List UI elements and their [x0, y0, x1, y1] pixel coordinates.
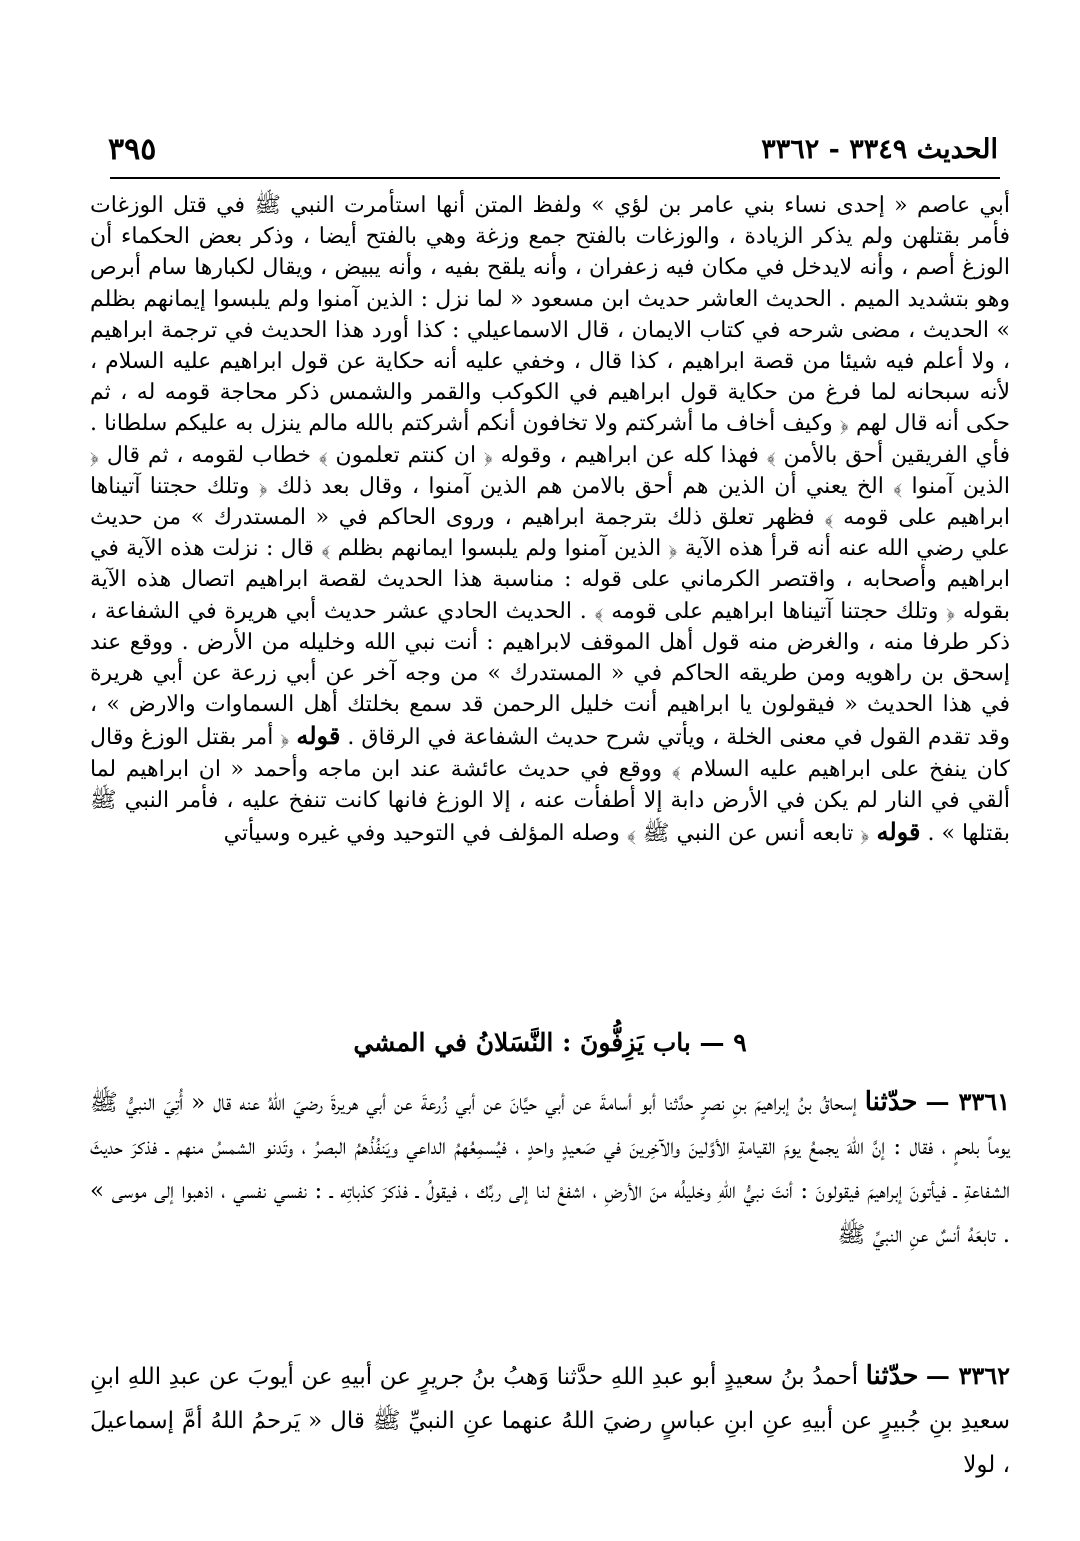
- page-header: [108, 125, 998, 175]
- commentary-text-3: ﴿ تابعه أنس عن النبي ﷺ ﴾ وصله المؤلف في التوحيد وفي غيره وسيأتي: [223, 821, 877, 847]
- hadith-number: ٣٣٦١ —: [925, 1087, 1011, 1116]
- hadith-3361: [90, 1080, 1010, 1257]
- haddathana-word: حدّثنا: [865, 1361, 919, 1391]
- commentary-paragraph: [90, 190, 1010, 849]
- header-rule: [110, 177, 1000, 179]
- hadith-paragraph: [90, 1354, 1010, 1487]
- haddathana-word: حدّثنا: [864, 1087, 918, 1117]
- chapter-heading: ٩ — باب يَزِفُّونَ : النَّسَلانُ في المشي: [353, 1028, 747, 1057]
- running-head: الحديث ٣٣٤٩ - ٣٣٦٢: [761, 134, 998, 165]
- hadith-text: إسحاقُ بنُ إبراهيمَ بنِ نصرٍ حدَّثنا أبو أسامةَ عن أبي حيَّانَ عن أبي زُرعةَ عن أبي هريرةَ رضيَ اللهُ عنه قال « أُتِيَ النبيُّ ﷺ يوماً بلحمٍ ، فقال : إنَّ اللهَ يجمعُ يومَ القيامةِ الأوَّلينَ والآخِرينَ في صَعيدٍ واحدٍ ، فيُسمِعُهمُ الداعي ويَنفُذُهمُ البصرُ ، وتَدنو الشمسُ منهم ـ فذكرَ حديثَ الشفاعةِ ـ فيأتونَ إبراهيمَ فيقولونَ : أنتَ نبيُّ اللهِ وخليلُه منَ الأرضِ ، اشفعْ لنا إلى ربِّك ، فيقولُ ـ فذكرَ كذباتِه ـ : نفسي نفسي ، اذهبوا إلى موسى » . تابعَهُ أنسٌ عنِ النبيِّ ﷺ: [90, 1090, 1010, 1248]
- hadith-number: ٣٣٦٢ —: [925, 1361, 1011, 1390]
- qawluhu-keyword-2: قوله: [876, 817, 921, 847]
- commentary-block: [90, 190, 1010, 849]
- hadith-3362: [90, 1354, 1010, 1487]
- qawluhu-keyword: قوله: [296, 721, 341, 751]
- commentary-text: أبي عاصم « إحدى نساء بني عامر بن لؤي » ولفظ المتن أنها استأمرت النبي ﷺ في قتل الوزغات فأمر بقتلهن ولم يذكر الزيادة ، والوزغات بالفتح جمع وزغة وهي بالفتح أيضا ، وذكر بعض الحكماء أن الوزغ أصم ، وأنه لايدخل في مكان فيه زعفران ، وأنه يلقح بفيه ، وأنه يبيض ، ويقال لكبارها سام أبرص وهو بتشديد الميم . الحديث العاشر حديث ابن مسعود « لما نزل : الذين آمنوا ولم يلبسوا إيمانهم بظلم » الحديث ، مضى شرحه في كتاب الايمان ، قال الاسماعيلي : كذا أورد هذا الحديث في ترجمة ابراهيم ، ولا أعلم فيه شيئا من قصة ابراهيم ، كذا قال ، وخفي عليه أنه حكاية عن قول ابراهيم عليه السلام ، لأنه سبحانه لما فرغ من حكاية قول ابراهيم في الكوكب والقمر والشمس ذكر محاجة قومه له ، ثم حكى أنه قال لهم ﴿ وكيف أخاف ما أشركتم ولا تخافون أنكم أشركتم بالله مالم ينزل به عليكم سلطانا . فأي الفريقين أحق بالأمن ﴾ فهذا كله عن ابراهيم ، وقوله ﴿ ان كنتم تعلمون ﴾ خطاب لقومه ، ثم قال ﴿ الذين آمنوا ﴾ الخ يعني أن الذين هم أحق بالامن هم الذين آمنوا ، وقال بعد ذلك ﴿ وتلك حجتنا آتيناها ابراهيم على قومه ﴾ فظهر تعلق ذلك بترجمة ابراهيم ، وروى الحاكم في « المستدرك » من حديث علي رضي الله عنه أنه قرأ هذه الآية ﴿ الذين آمنوا ولم يلبسوا ايمانهم بظلم ﴾ قال : نزلت هذه الآية في ابراهيم وأصحابه ، واقتصر الكرماني على قوله : مناسبة هذا الحديث لقصة ابراهيم اتصال هذه الآية بقوله ﴿ وتلك حجتنا آتيناها ابراهيم على قومه ﴾ . الحديث الحادي عشر حديث أبي هريرة في الشفاعة ، ذكر طرفا منه ، والغرض منه قول أهل الموقف لابراهيم : أنت نبي الله وخليله من الأرض . ووقع عند إسحق بن راهويه ومن طريقه الحاكم في « المستدرك » من وجه آخر عن أبي زرعة عن أبي هريرة في هذا الحديث « فيقولون يا ابراهيم أنت خليل الرحمن قد سمع بخلتك أهل السماوات والارض » ، وقد تقدم القول في معنى الخلة ، ويأتي شرح حديث الشفاعة في الرقاق .: [90, 193, 1011, 751]
- page-number: ٣٩٥: [108, 132, 157, 167]
- hadith-text: أحمدُ بنُ سعيدٍ أبو عبدِ اللهِ حدَّثنا وَهبُ بنُ جريرٍ عن أبيهِ عن أيوبَ عن عبدِ اللهِ ابنِ سعيدِ بنِ جُبيرٍ عن أبيهِ عنِ ابنِ عباسٍ رضيَ اللهُ عنهما عنِ النبيِّ ﷺ قال « يَرحمُ اللهُ أمَّ إسماعيلَ ، لولا: [90, 1364, 1010, 1478]
- commentary-text-2: ﴿ أمر بقتل الوزغ وقال كان ينفخ على ابراهيم عليه السلام ﴾ ووقع في حديث عائشة عند ابن ماجه وأحمد « ان ابراهيم لما ألقي في النار لم يكن في الأرض دابة إلا أطفأت عنه ، إلا الوزغ فانها كانت تنفخ عليه ، فأمر النبي ﷺ بقتلها » .: [90, 725, 1010, 847]
- hadith-paragraph: [90, 1080, 1010, 1257]
